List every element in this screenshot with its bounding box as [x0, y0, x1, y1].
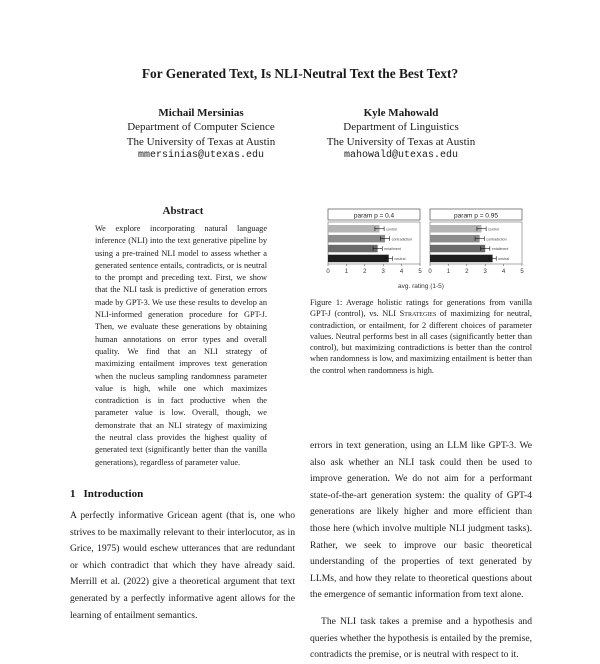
- bar-category-label: entailment: [384, 247, 401, 252]
- bar-control: [328, 225, 380, 233]
- bar-control: [430, 225, 482, 233]
- author-block-2: [286, 106, 516, 163]
- author-email[interactable]: mmersinias@utexas.edu: [137, 149, 265, 161]
- x-tick-label: 2: [465, 269, 469, 275]
- x-tick-label: 1: [446, 269, 451, 275]
- bar-category-label: control: [488, 227, 499, 232]
- bar-category-label: contradiction: [486, 237, 507, 242]
- bar-category-label: control: [386, 227, 397, 232]
- author-name: Michail Mersinias: [158, 107, 244, 119]
- figure-caption: [310, 297, 532, 376]
- bar-neutral: [430, 255, 493, 263]
- author-name: Kyle Mahowald: [363, 107, 439, 119]
- bar-category-label: neutral: [394, 257, 406, 262]
- author-institution: The University of Texas at Austin: [326, 135, 476, 148]
- bar-entailment: [430, 245, 485, 253]
- abstract-text: We explore incorporating natural language inference (NLI) into the text generative pipeline by using a pre-trained NLI model to assess whether a generated sentence entails, contradicts, or is neutral to the prompt and preceding text. First, we show that the NLI task is predictive of generation errors made by GPT-3. We use these results to develop an NLI-informed generation procedure for GPT-J. Then, we evaluate these generations by obtaining human annotations on error types and overall quality. We find that an NLI strategy of maximizing entailment improves text generation when the nucleus sampling randomness parameter value is high, while one which maximizes contradiction is in fact productive when the parameter value is low. Overall, though, we demonstrate that an NLI strategy of maximizing the neutral class provides the highest quality of generated text (significantly better than the vanilla generations), regardless of parameter value.: [95, 224, 267, 467]
- paragraph: The NLI task takes a premise and a hypothesis and queries whether the hypothesis is entailed by the premise, contradicts the premise, or is neutral with respect to it.: [310, 615, 532, 661]
- x-axis-label: avg. rating (1-5): [398, 283, 444, 290]
- paper-title: For Generated Text, Is NLI-Neutral Text the Best Text?: [141, 66, 459, 81]
- caption-text: Figure 1: Average holistic ratings for generations from vanilla GPT-J (control), vs. NLI: [310, 298, 532, 319]
- author-institution: The University of Texas at Austin: [126, 135, 276, 148]
- x-tick-label: 0: [326, 269, 330, 275]
- author-affiliation: Department of Linguistics: [343, 121, 459, 134]
- section-number: 1: [70, 488, 76, 500]
- abstract-heading: Abstract: [162, 205, 204, 217]
- x-tick-label: 1: [344, 269, 349, 275]
- author-email[interactable]: mahowald@utexas.edu: [343, 149, 459, 161]
- bar-contradiction: [328, 235, 385, 243]
- x-tick-label: 4: [501, 269, 506, 275]
- right-column-text: [310, 438, 532, 661]
- bar-category-label: entailment: [491, 247, 509, 252]
- bar-category-label: neutral: [498, 257, 510, 262]
- x-tick-label: 5: [418, 269, 422, 275]
- caption-text-2: of maximizing for neutral, contradiction, or entailment, for 2 different choices of parameter values. Neutral performs best in all cases (significantly better than control), but maximizing contradictions is better than the control when randomness is low, and maximizing entailment is better than the control when randomness is high.: [310, 309, 533, 375]
- author-affiliation: Department of Computer Science: [127, 121, 275, 134]
- section-title: Introduction: [83, 488, 144, 500]
- x-tick-label: 5: [520, 269, 524, 275]
- paragraph: errors in text generation, using an LLM like GPT-3. We also ask whether an NLI task could then be used to improve generation. We do not aim for a performant state-of-the-art generation system: the quality of GPT-4 generations are likely higher and more efficient than those here (which involve multiple NLI judgment tasks). Rather, we seek to improve our basic theoretical understanding of the properties of text generated by LLMs, and how they relate to theoretical questions about the emergence of semantic information from text alone.: [310, 440, 532, 601]
- x-tick-label: 0: [428, 269, 432, 275]
- bar-entailment: [328, 245, 378, 253]
- caption-small-caps: Strategies: [399, 309, 437, 319]
- panel-label: param p = 0.95: [454, 212, 498, 220]
- introduction-text: A perfectly informative Gricean agent (that is, one who strives to be maximally relevant to their interlocutor, as in Grice, 1975) would eschew utterances that are redundant or which contradict that which they have already said. Merrill et al. (2022) give a theoretical argument that text generated by a perfectly informative agent allows for the learning of entailment semantics.: [70, 510, 295, 621]
- author-block-1: [86, 106, 316, 163]
- x-tick-label: 4: [399, 269, 404, 275]
- bar-contradiction: [430, 235, 480, 243]
- x-tick-label: 3: [381, 269, 385, 275]
- section-heading: [70, 488, 143, 500]
- x-tick-label: 3: [483, 269, 487, 275]
- bar-neutral: [328, 255, 389, 263]
- figure-1-chart: [310, 205, 532, 295]
- panel-label: param p = 0.4: [353, 212, 395, 220]
- bar-category-label: contradiction: [391, 237, 413, 242]
- x-tick-label: 2: [363, 269, 367, 275]
